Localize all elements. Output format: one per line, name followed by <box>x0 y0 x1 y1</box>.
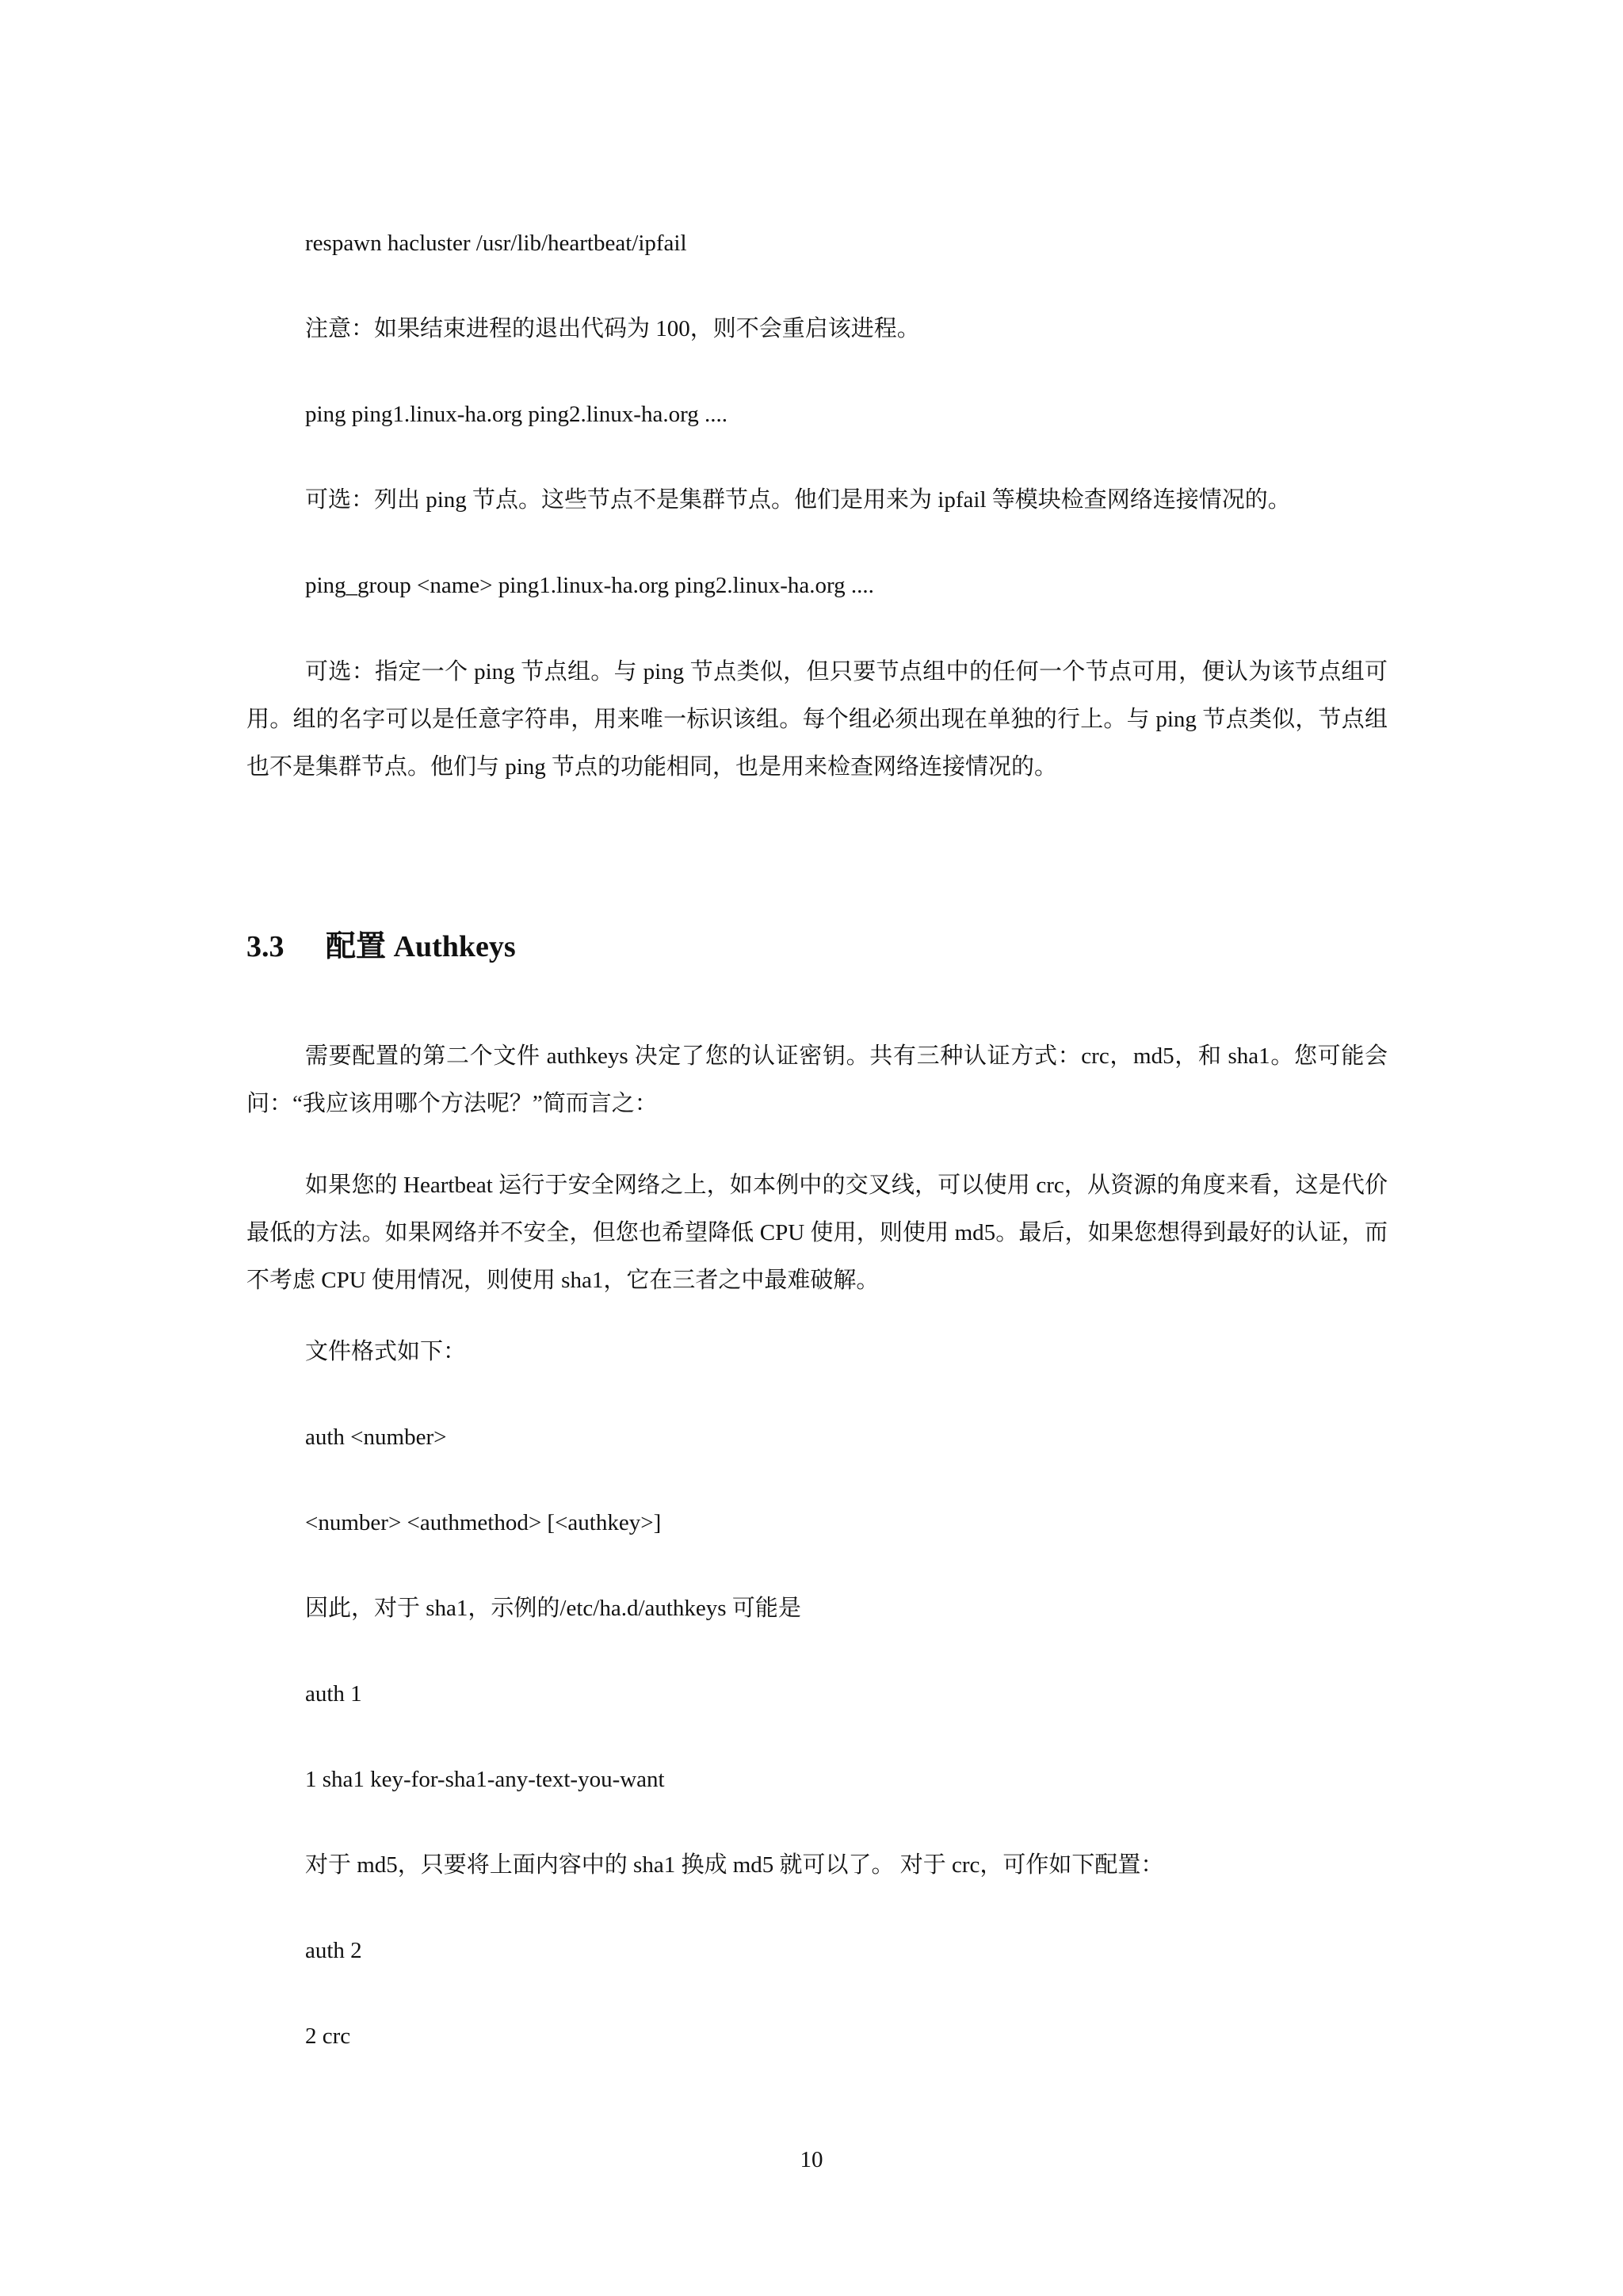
ping-group-description: 可选：指定一个 ping 节点组。与 ping 节点类似，但只要节点组中的任何一个节点可用，便认为该节点组可用。组的名字可以是任意字符串，用来唯一标识该组。每个组必须出现在单独的行上。与 ping 节点类似，节点组也不是集群节点。他们与 ping 节点的功能相同，也是用来检查网络连接情况的。 <box>246 659 1388 780</box>
example-line-auth: auth 1 <box>305 1681 362 1707</box>
format-label: 文件格式如下： <box>305 1339 467 1364</box>
section-title: 配置 Authkeys <box>326 930 516 963</box>
page-number: 10 <box>800 2147 823 2172</box>
format-line-method: <number> <authmethod> [<authkey>] <box>305 1510 662 1535</box>
crc-line-method: 2 crc <box>305 2023 351 2049</box>
authkeys-intro-paragraph: 需要配置的第二个文件 authkeys 决定了您的认证密钥。共有三种认证方式：crc，md5，和 sha1。您可能会问：“我应该用哪个方法呢？”简而言之： <box>246 1043 1388 1116</box>
ping-description: 可选：列出 ping 节点。这些节点不是集群节点。他们是用来为 ipfail 等模块检查网络连接情况的。 <box>305 487 1291 513</box>
config-line-ping-group: ping_group <name> ping1.linux-ha.org ping2.linux-ha.org .... <box>305 573 874 598</box>
note-text: 注意：如果结束进程的退出代码为 100，则不会重启该进程。 <box>305 316 920 341</box>
section-heading <box>246 927 516 967</box>
config-line-respawn: respawn hacluster /usr/lib/heartbeat/ipfail <box>305 231 687 256</box>
example-line-sha1: 1 sha1 key-for-sha1-any-text-you-want <box>305 1767 665 1792</box>
example-label: 因此，对于 sha1，示例的/etc/ha.d/authkeys 可能是 <box>305 1596 801 1621</box>
md5-crc-note: 对于 md5，只要将上面内容中的 sha1 换成 md5 就可以了。 对于 crc，可作如下配置： <box>305 1852 1164 1878</box>
section-number: 3.3 <box>246 930 285 963</box>
config-line-ping: ping ping1.linux-ha.org ping2.linux-ha.org .... <box>305 402 727 427</box>
format-line-auth: auth <number> <box>305 1425 447 1450</box>
crc-line-auth: auth 2 <box>305 1938 362 1963</box>
authkeys-advice-paragraph: 如果您的 Heartbeat 运行于安全网络之上，如本例中的交叉线，可以使用 crc，从资源的角度来看，这是代价最低的方法。如果网络并不安全，但您也希望降低 CPU 使用，则使用 md5。最后，如果您想得到最好的认证，而不考虑 CPU 使用情况，则使用 sha1，它在三者之中最难破解。 <box>246 1173 1388 1293</box>
